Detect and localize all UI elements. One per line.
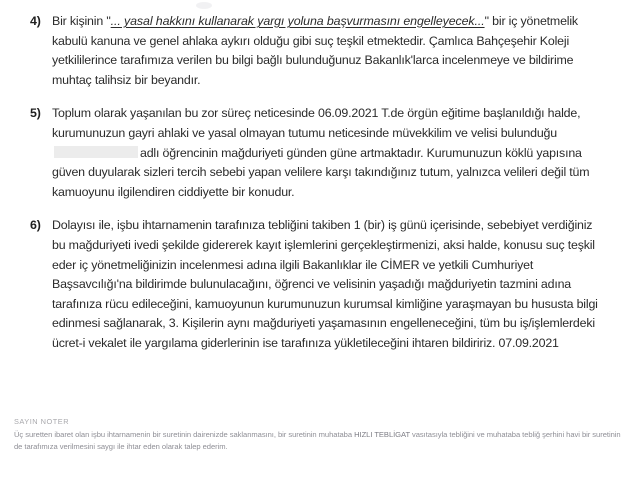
notary-body-part2: vasıtasıyla tebliğini ve muhataba tebliğ şerhini havi bir suretinin de tarafımıza verilmesini saygı ile ihtar eden olarak talep ederim. xyxy=(14,430,621,452)
clause-list xyxy=(0,12,640,368)
clause-number: 5) xyxy=(30,106,41,121)
clause-4-quote: ... yasal hakkını kullanarak yargı yoluna başvurmasını engelleyecek... xyxy=(110,14,485,28)
notary-note-body xyxy=(14,429,624,454)
clause-5-text-after-redaction: adlı öğrencinin mağduriyeti günden güne artmaktadır. Kurumunuzun köklü yapısına güven duyularak sizleri tercih sebebi yapan velilere karşı takındığınız tutum, yalnızca velileri değil tüm kamuoyunu ilgilendiren ciddiyette bir konudur. xyxy=(52,145,590,199)
notary-body-emphasis: HIZLI TEBLİGAT xyxy=(354,430,410,439)
clause-text xyxy=(52,12,602,90)
clause-item-4 xyxy=(0,12,640,90)
redacted-student-name xyxy=(54,146,138,158)
clause-item-5 xyxy=(0,104,640,202)
clause-number: 4) xyxy=(30,14,41,28)
clause-text xyxy=(52,104,602,202)
notary-note xyxy=(14,416,624,454)
clause-4-suffix: '' bir iç yönetmelik kabulü kanuna ve genel ahlaka aykırı olduğu gibi suç teşkil etmektedir. Çamlıca Bahçeşehir Koleji yetkililerince tarafımıza verilen bu bilgi bağlı bulunduğunuz Bakanlık'larca incelenmeye ve bildirime muhtaç talihsiz bir beyandır. xyxy=(52,14,578,87)
clause-number: 6) xyxy=(30,218,41,233)
notary-note-heading: SAYIN NOTER xyxy=(14,417,70,426)
clause-4-prefix: Bir kişinin '' xyxy=(52,14,111,28)
notary-body-part1: Üç suretten ibaret olan işbu ihtarnamenin bir suretinin dairenizde saklanmasını, bir suretinin muhataba xyxy=(14,430,355,439)
scan-artifact xyxy=(196,2,212,9)
clause-item-6 xyxy=(0,216,640,353)
clause-text: Dolayısı ile, işbu ihtarnamenin tarafınıza tebliğini takiben 1 (bir) iş günü içerisinde, sebebiyet verdiğiniz bu mağduriyeti ivedi şekilde gidererek kayıt işlemlerini gerçekleştirmenizi, aksi halde, konusu suç teşkil eder iç yönetmeliğinizin incelenmesi adına ilgili Bakanlıklar ile CİMER ve yetkili Cumhuriyet Başsavcılığı'na bildirimde bulunulacağını, öğrenci ve velisinin yaşadığı mağduriyetin tazmini adına tarafınıza rücu edileceğini, kamuoyunun kurumunuzun kurumsal kimliğine yaraşmayan bu hususta bilgi edinmesi sağlanarak, 3. Kişilerin aynı mağduriyeti yaşamasının engelleneceğini, tüm bu iş/işlemlerdeki ücret-i vekalet ile yargılama giderlerinin ise tarafınıza yükletileceğini ihtaren bildiririz. 07.09.2021 xyxy=(52,218,598,350)
clause-5-text-before-redaction: Toplum olarak yaşanılan bu zor süreç neticesinde 06.09.2021 T.de örgün eğitime başlanıldığı halde, kurumunuzun gayri ahlaki ve yasal olmayan tutumu neticesinde müvekkilim ve velisi bulunduğu xyxy=(52,106,581,140)
